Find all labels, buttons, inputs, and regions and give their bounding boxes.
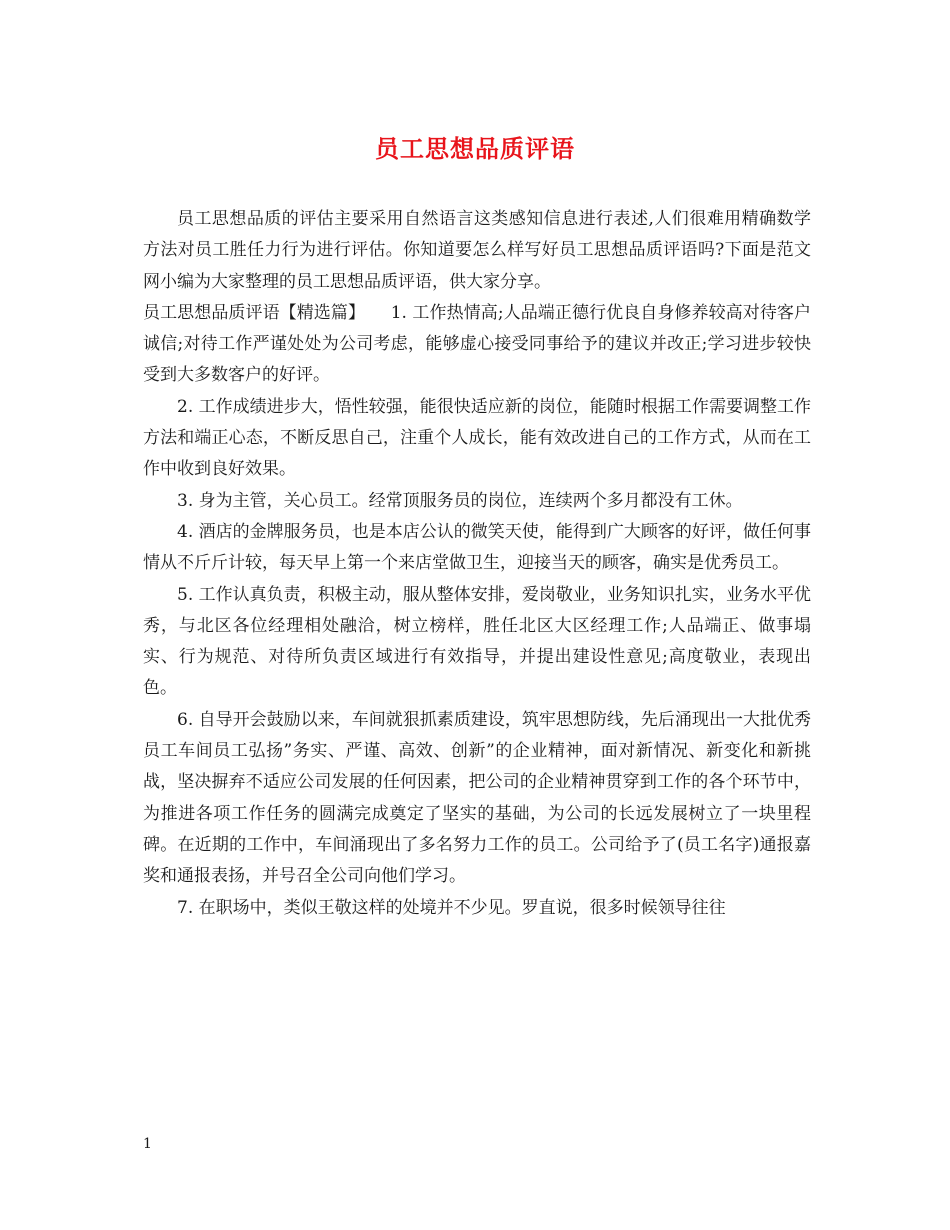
page-number: 1 <box>143 1136 152 1152</box>
document-body <box>143 204 811 924</box>
section-heading-paragraph: 员工思想品质评语【精选篇】 1. 工作热情高;人品端正德行优良自身修养较高对待客户诚信;对待工作严谨处处为公司考虑，能够虚心接受同事给予的建议并改正;学习进步较快受到大多数客户的好评。 <box>143 302 811 386</box>
list-item-2: 2. 工作成绩进步大，悟性较强，能很快适应新的岗位，能随时根据工作需要调整工作方法和端正心态，不断反思自己，注重个人成长，能有效改进自己的工作方式，从而在工作中收到良好效果。 <box>143 396 811 480</box>
intro-paragraph: 员工思想品质的评估主要采用自然语言这类感知信息进行表述,人们很难用精确数学方法对员工胜任力行为进行评估。你知道要怎么样写好员工思想品质评语吗?下面是范文网小编为大家整理的员工思想品质评语，供大家分享。 <box>143 209 811 292</box>
list-item-7: 7. 在职场中，类似王敬这样的处境并不少见。罗直说，很多时候领导往往 <box>177 897 726 918</box>
list-item-3: 3. 身为主管，关心员工。经常顶服务员的岗位，连续两个多月都没有工休。 <box>177 490 743 511</box>
list-item-6: 6. 自导开会鼓励以来，车间就狠抓素质建设，筑牢思想防线，先后涌现出一大批优秀员工车间员工弘扬”务实、严谨、高效、创新”的企业精神，面对新情况、新变化和新挑战，坚决摒弃不适应公司发展的任何因素，把公司的企业精神贯穿到工作的各个环节中，为推进各项工作任务的圆满完成奠定了坚实的基础，为公司的长远发展树立了一块里程碑。在近期的工作中，车间涌现出了多名努力工作的员工。公司给予了(员工名字)通报嘉奖和通报表扬，并号召全公司向他们学习。 <box>143 709 811 887</box>
list-item-5: 5. 工作认真负责，积极主动，服从整体安排，爱岗敬业，业务知识扎实，业务水平优秀，与北区各位经理相处融洽，树立榜样，胜任北区大区经理工作;人品端正、做事塌实、行为规范、对待所负责区域进行有效指导，并提出建设性意见;高度敬业，表现出色。 <box>143 584 811 699</box>
document-title: 员工思想品质评语 <box>375 134 575 163</box>
list-item-4: 4. 酒店的金牌服务员，也是本店公认的微笑天使，能得到广大顾客的好评，做任何事情从不斤斤计较，每天早上第一个来店堂做卫生，迎接当天的顾客，确实是优秀员工。 <box>143 521 811 574</box>
